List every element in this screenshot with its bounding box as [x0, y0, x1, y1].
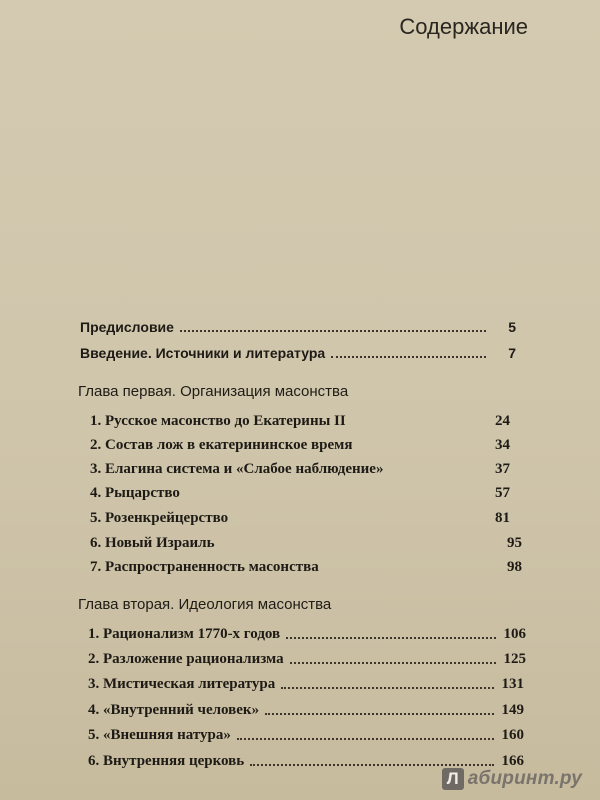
toc-leader-dots — [180, 329, 486, 332]
toc-entry-label: 6. Новый Израиль — [90, 535, 215, 551]
toc-entry-page: 106 — [503, 626, 526, 642]
toc-entry — [90, 509, 510, 527]
toc-entry-page: 95 — [507, 535, 522, 551]
toc-entry-label: Введение. Источники и литература — [80, 345, 326, 361]
toc-entry-page: 7 — [508, 345, 516, 361]
toc-leader-dots — [389, 471, 480, 474]
toc-entry — [88, 675, 524, 693]
toc-leader-dots — [186, 495, 480, 498]
toc-entry — [90, 412, 510, 430]
toc-entry — [90, 436, 510, 454]
toc-entry-label: 6. Внутренняя церковь — [88, 753, 245, 769]
toc-entry-page: 81 — [495, 510, 510, 526]
toc-entry-label: 1. Русское масонство до Екатерины II — [90, 413, 346, 429]
toc-entry-page: 98 — [507, 559, 522, 575]
toc-leader-dots — [250, 763, 494, 766]
toc-entry-page: 34 — [495, 437, 510, 453]
toc-entry-page: 5 — [508, 319, 516, 335]
toc-entry — [90, 534, 522, 552]
toc-entry — [88, 726, 524, 744]
toc-leader-dots — [234, 520, 480, 523]
toc-entry-label: 4. «Внутренний человек» — [88, 702, 260, 718]
toc-entry-label: 2. Разложение рационализма — [88, 651, 284, 667]
toc-entry-page: 24 — [495, 413, 510, 429]
toc-entry-label: 3. Мистическая литература — [88, 676, 276, 692]
toc-entry-label: Предисловие — [80, 319, 174, 335]
toc-entry-preface — [80, 318, 516, 336]
toc-leader-dots — [237, 737, 494, 740]
toc-entry-label: 4. Рыцарство — [90, 485, 180, 501]
toc-entry — [90, 460, 510, 478]
toc-entry-page: 131 — [501, 676, 524, 692]
toc-leader-dots — [286, 636, 496, 639]
toc-entry-page: 57 — [495, 485, 510, 501]
toc-leader-dots — [331, 355, 486, 358]
toc-entry-introduction — [80, 344, 516, 362]
toc-leader-dots — [265, 712, 494, 715]
toc-leader-dots — [281, 686, 494, 689]
toc-entry-label: 5. Розенкрейцерство — [90, 510, 229, 526]
toc-entry-label: 2. Состав лож в екатерининское время — [90, 437, 353, 453]
toc-entry — [88, 625, 526, 643]
toc-entry-label: 1. Рационализм 1770-х годов — [88, 626, 281, 642]
toc-leader-dots — [221, 545, 492, 548]
toc-entry — [90, 558, 522, 576]
toc-entry — [88, 701, 524, 719]
toc-entry-page: 125 — [503, 651, 526, 667]
toc-entry-page: 166 — [501, 753, 524, 769]
toc-entry — [88, 650, 526, 668]
chapter-heading: Глава вторая. Идеология масонства — [78, 596, 332, 613]
toc-entry-page: 160 — [501, 727, 524, 743]
watermark-text: абиринт.ру — [467, 768, 582, 789]
watermark — [442, 768, 582, 790]
labirint-logo-icon: Л — [442, 768, 464, 790]
toc-entry-label: 7. Распространенность масонства — [90, 559, 319, 575]
toc-leader-dots — [358, 447, 480, 450]
toc-entry-page: 149 — [501, 702, 524, 718]
toc-entry-label: 3. Елагина система и «Слабое наблюдение» — [90, 461, 384, 477]
toc-leader-dots — [325, 569, 492, 572]
page-title: Содержание — [399, 14, 528, 39]
toc-entry-label: 5. «Внешняя натура» — [88, 727, 231, 743]
chapter-heading: Глава первая. Организация масонства — [78, 383, 349, 400]
toc-entry — [90, 484, 510, 502]
toc-leader-dots — [352, 423, 480, 426]
toc-leader-dots — [290, 661, 496, 664]
toc-entry-page: 37 — [495, 461, 510, 477]
